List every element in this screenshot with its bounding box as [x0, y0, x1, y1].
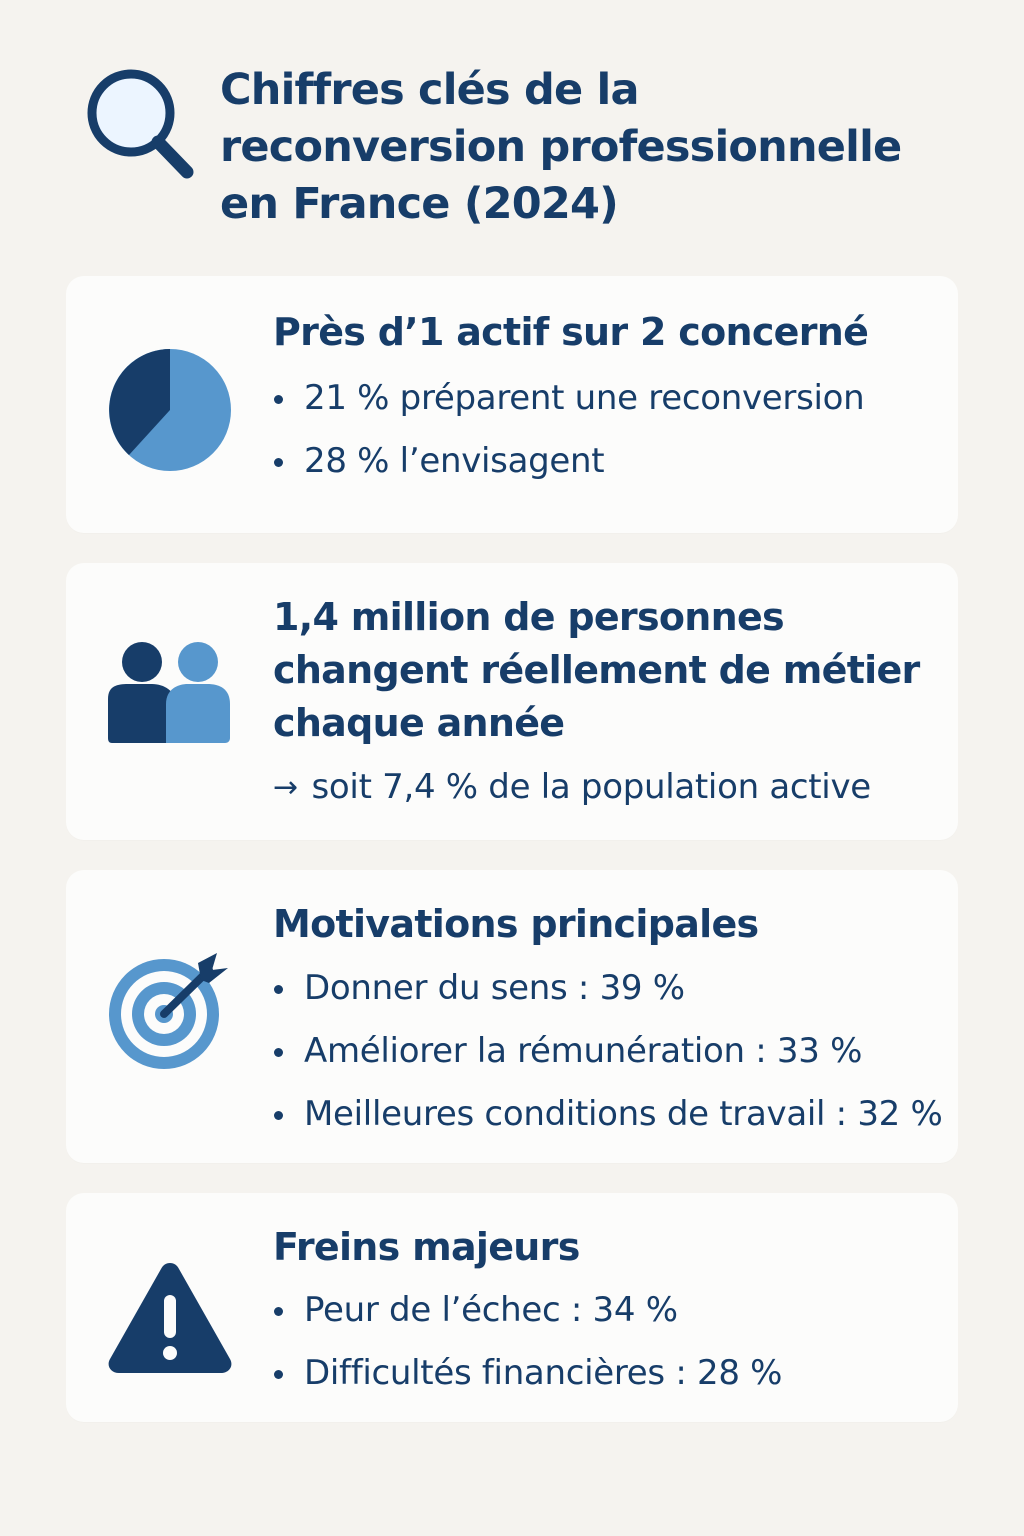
career-change-card — [66, 563, 958, 840]
motivation-meaning: Donner du sens : 39 % — [273, 957, 943, 1020]
barriers-list — [273, 1279, 782, 1405]
motivations-card — [66, 870, 958, 1163]
page-header — [84, 62, 944, 237]
active-workers-list — [273, 367, 864, 493]
motivations-title: Motivations principales — [273, 902, 759, 946]
career-change-title-line-2: changent réellement de métier — [273, 648, 920, 692]
career-change-title-line-3: chaque année — [273, 701, 565, 745]
pie-chart-icon — [106, 346, 234, 474]
motivations-list — [273, 957, 943, 1146]
motivation-conditions: Meilleures conditions de travail : 32 % — [273, 1083, 943, 1146]
active-population-text: soit 7,4 % de la population active — [311, 767, 871, 807]
barrier-finances: Difficultés financières : 28 % — [273, 1342, 782, 1405]
people-icon — [106, 637, 234, 765]
search-icon — [84, 66, 196, 182]
title-line-1: Chiffres clés de la — [220, 65, 639, 115]
page-title — [220, 62, 940, 233]
title-line-2: reconversion professionnelle — [220, 122, 902, 172]
barriers-card — [66, 1193, 958, 1422]
active-workers-card — [66, 276, 958, 533]
target-icon — [106, 950, 234, 1078]
barriers-title: Freins majeurs — [273, 1225, 580, 1269]
active-workers-item-preparing: 21 % préparent une reconversion — [273, 367, 864, 430]
career-change-title-line-1: 1,4 million de personnes — [273, 595, 784, 639]
motivation-pay: Améliorer la rémunération : 33 % — [273, 1020, 943, 1083]
warning-icon — [106, 1257, 234, 1385]
active-workers-title: Près d’1 actif sur 2 concerné — [273, 310, 869, 354]
career-change-title — [273, 591, 943, 750]
arrow-right-icon: → — [273, 770, 298, 805]
barrier-fear-failure: Peur de l’échec : 34 % — [273, 1279, 782, 1342]
active-population-note — [273, 765, 871, 810]
active-workers-item-considering: 28 % l’envisagent — [273, 430, 864, 493]
title-line-3: en France (2024) — [220, 179, 619, 229]
